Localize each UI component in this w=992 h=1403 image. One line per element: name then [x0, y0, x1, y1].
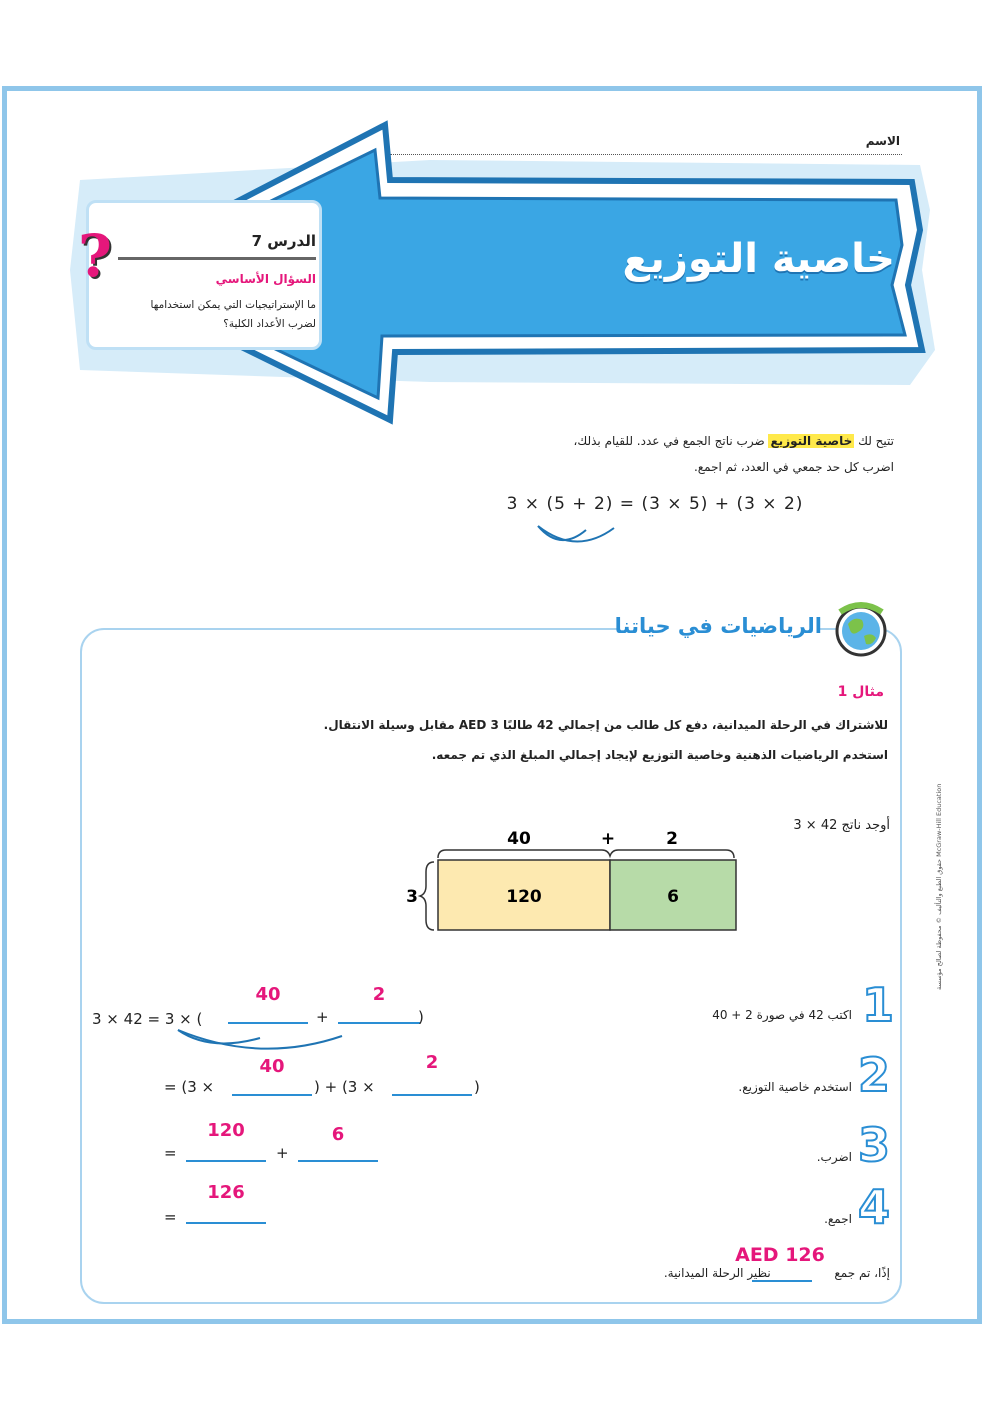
work-line2-answer-1[interactable]: 40: [259, 1056, 285, 1077]
work-line3-answer-1[interactable]: 120: [207, 1120, 245, 1141]
example-label: مثال 1: [837, 684, 884, 700]
work-line1-prefix: 3 × 42 = 3 × (: [92, 1010, 203, 1028]
page-title: خاصية التوزيع: [622, 236, 895, 282]
step-4-text: اجمع.: [824, 1212, 852, 1226]
conclusion-blank[interactable]: [752, 1280, 812, 1282]
lesson-label: الدرس 7: [251, 232, 316, 250]
area-model-side: 3: [406, 887, 418, 907]
work-line4-blank[interactable]: [186, 1222, 266, 1224]
essential-question-label: السؤال الأساسي: [215, 272, 316, 286]
step-3-text: اضرب.: [816, 1150, 852, 1164]
example-paragraph-2: استخدم الرياضيات الذهنية وخاصية التوزيع لإيجاد إجمالي المبلغ الذي تم جمعه.: [431, 748, 888, 762]
work-line1-blank-2[interactable]: [338, 1022, 420, 1024]
find-product-text: أوجد ناتج 42 × 3: [793, 818, 890, 833]
essential-question-line1: ما الإستراتيجيات التي يمكن استخدامها: [150, 299, 316, 311]
work-line1-close: ): [418, 1008, 424, 1026]
name-label: الاسم: [865, 134, 900, 148]
intro-line1-after: ضرب ناتج الجمع في عدد. للقيام بذلك،: [573, 434, 765, 448]
step-3-number: 3: [858, 1118, 891, 1172]
work-line3-blank-1[interactable]: [186, 1160, 266, 1162]
work-line1-plus: +: [316, 1008, 329, 1026]
side-copyright: حقوق الطبع والتأليف © محفوظة لصالح مؤسسة McGraw-Hill Education: [935, 783, 943, 990]
work-line3-answer-2[interactable]: 6: [331, 1124, 345, 1145]
formula-distribute-arrows-icon: [530, 522, 630, 550]
work-line4-answer[interactable]: 126: [207, 1182, 245, 1203]
conclusion-answer[interactable]: AED 126: [735, 1244, 825, 1266]
intro-text: [470, 428, 894, 480]
step-4-number: 4: [858, 1180, 891, 1234]
area-model: [396, 824, 746, 934]
work-line2-prefix: = (3 ×: [164, 1078, 215, 1096]
area-model-top-brace: [438, 850, 734, 858]
distributive-formula: 3 × (5 + 2) = (3 × 5) + (3 × 2): [506, 494, 804, 514]
work-line2-blank-1[interactable]: [232, 1094, 312, 1096]
work-line2-answer-2[interactable]: 2: [425, 1052, 439, 1073]
area-model-right-value: 6: [667, 887, 679, 907]
area-model-side-brace: [420, 862, 434, 930]
work-line3-blank-2[interactable]: [298, 1160, 378, 1162]
work-line1-blank-1[interactable]: [228, 1022, 308, 1024]
intro-line1-before: تتيح لك: [858, 434, 894, 448]
globe-icon: [830, 598, 892, 660]
work-distribute-arrows-icon: [170, 1028, 350, 1054]
conclusion-sentence: [590, 1266, 890, 1280]
area-model-top-left: 40: [507, 829, 531, 849]
conclusion-before: إذًا، تم جمع: [834, 1266, 890, 1280]
work-line2-close: ): [474, 1078, 480, 1096]
work-line1-answer-1[interactable]: 40: [255, 984, 281, 1005]
essential-question-text: [110, 296, 316, 334]
work-line1-answer-2[interactable]: 2: [372, 984, 386, 1005]
intro-line2: اضرب كل حد جمعي في العدد، ثم اجمع.: [693, 460, 894, 474]
step-2-text: استخدم خاصية التوزيع.: [738, 1080, 852, 1094]
step-2-number: 2: [858, 1048, 891, 1102]
work-line3-prefix: =: [164, 1144, 177, 1162]
work-line2-blank-2[interactable]: [392, 1094, 472, 1096]
intro-line1: [470, 428, 894, 454]
vocabulary-highlight: خاصية التوزيع: [770, 434, 853, 448]
work-line4-prefix: =: [164, 1208, 177, 1226]
lesson-divider: [118, 257, 316, 260]
essential-question-line2: لضرب الأعداد الكلية؟: [223, 318, 316, 330]
area-model-left-value: 120: [506, 887, 542, 907]
step-1-text: اكتب 42 في صورة 2 + 40: [712, 1008, 852, 1022]
area-model-plus: +: [600, 829, 616, 849]
question-mark-icon: ?: [78, 222, 112, 290]
example-paragraph-1: للاشتراك في الرحلة الميدانية، دفع كل طالب من إجمالي 42 طالبًا AED 3 مقابل وسيلة الانتقال.: [323, 718, 888, 732]
step-1-number: 1: [862, 978, 895, 1032]
work-line2-mid: ) + (3 ×: [314, 1078, 375, 1096]
work-line3-plus: +: [276, 1144, 289, 1162]
area-model-top-right: 2: [666, 829, 678, 849]
section-title: الرياضيات في حياتنا: [614, 614, 822, 638]
conclusion-after: نظير الرحلة الميدانية.: [663, 1266, 771, 1280]
